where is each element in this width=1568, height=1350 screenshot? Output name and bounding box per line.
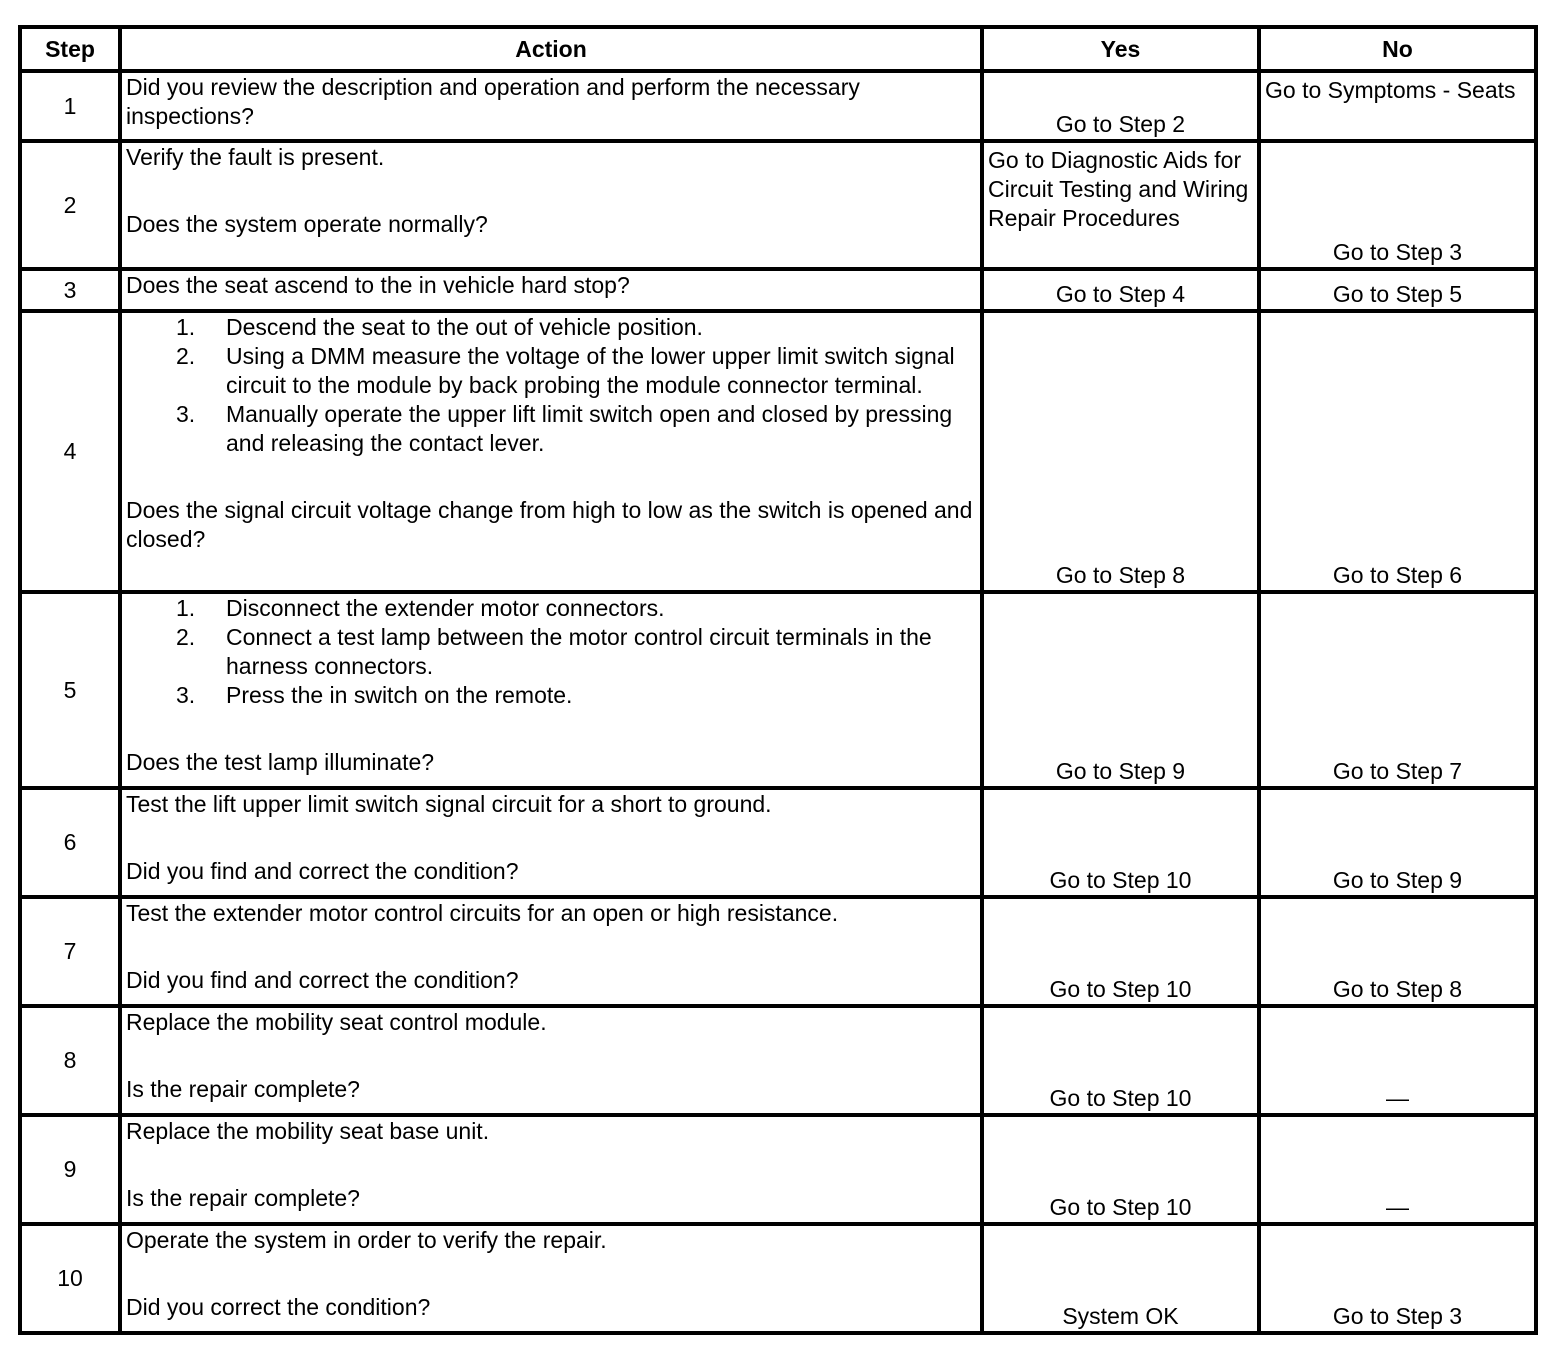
substep-item bbox=[126, 400, 976, 458]
yes-cell: Go to Step 8 bbox=[982, 311, 1259, 592]
substep-text: Descend the seat to the out of vehicle position. bbox=[226, 314, 703, 340]
yes-cell: Go to Step 4 bbox=[982, 269, 1259, 311]
no-cell: Go to Step 3 bbox=[1259, 1224, 1536, 1333]
no-cell: Go to Step 9 bbox=[1259, 788, 1536, 897]
step-number: 5 bbox=[20, 592, 120, 788]
step-number: 7 bbox=[20, 897, 120, 1006]
step-number: 9 bbox=[20, 1115, 120, 1224]
step-number: 3 bbox=[20, 269, 120, 311]
action-cell bbox=[120, 1224, 982, 1333]
diagnostic-table bbox=[18, 25, 1538, 1335]
action-text: Replace the mobility seat base unit. bbox=[126, 1118, 490, 1144]
substep-number: 3. bbox=[176, 682, 196, 708]
yes-cell: Go to Step 10 bbox=[982, 788, 1259, 897]
action-cell bbox=[120, 592, 982, 788]
yes-cell: Go to Diagnostic Aids for Circuit Testing and Wiring Repair Procedures bbox=[982, 141, 1259, 269]
substep-text: Manually operate the upper lift limit switch open and closed by pressing and releasing the contact lever. bbox=[226, 401, 953, 456]
action-cell bbox=[120, 897, 982, 1006]
table-row bbox=[20, 1115, 1536, 1224]
no-cell: — bbox=[1259, 1006, 1536, 1115]
substep-item bbox=[126, 681, 976, 710]
yes-cell: Go to Step 10 bbox=[982, 897, 1259, 1006]
substep-text: Press the in switch on the remote. bbox=[226, 682, 573, 708]
substep-text: Disconnect the extender motor connectors. bbox=[226, 595, 665, 621]
no-cell: Go to Step 5 bbox=[1259, 269, 1536, 311]
yes-cell: System OK bbox=[982, 1224, 1259, 1333]
no-cell: — bbox=[1259, 1115, 1536, 1224]
substep-text: Using a DMM measure the voltage of the lower upper limit switch signal circuit to the module by back probing the module connector terminal. bbox=[226, 343, 955, 398]
action-cell bbox=[120, 71, 982, 141]
substep-item bbox=[126, 623, 976, 681]
substep-list bbox=[126, 313, 976, 458]
substep-list bbox=[126, 594, 976, 710]
substep-number: 2. bbox=[176, 624, 196, 650]
table-row bbox=[20, 269, 1536, 311]
yes-cell: Go to Step 10 bbox=[982, 1115, 1259, 1224]
action-text: Did you review the description and operation and perform the necessary inspections? bbox=[126, 74, 860, 129]
action-cell bbox=[120, 269, 982, 311]
no-cell: Go to Step 3 bbox=[1259, 141, 1536, 269]
substep-text: Connect a test lamp between the motor control circuit terminals in the harness connectors. bbox=[226, 624, 932, 679]
action-question: Did you find and correct the condition? bbox=[126, 967, 519, 993]
no-cell: Go to Step 7 bbox=[1259, 592, 1536, 788]
substep-number: 3. bbox=[176, 401, 196, 427]
action-cell bbox=[120, 1115, 982, 1224]
action-text: Test the extender motor control circuits for an open or high resistance. bbox=[126, 900, 839, 926]
action-text: Replace the mobility seat control module. bbox=[126, 1009, 547, 1035]
action-question: Is the repair complete? bbox=[126, 1076, 360, 1102]
header-row bbox=[20, 27, 1536, 71]
action-text: Does the seat ascend to the in vehicle hard stop? bbox=[126, 272, 630, 298]
action-cell bbox=[120, 311, 982, 592]
substep-number: 2. bbox=[176, 343, 196, 369]
table-row bbox=[20, 1006, 1536, 1115]
table-row bbox=[20, 897, 1536, 1006]
action-text: Test the lift upper limit switch signal circuit for a short to ground. bbox=[126, 791, 772, 817]
header-step: Step bbox=[20, 27, 120, 71]
substep-item bbox=[126, 342, 976, 400]
action-text: Operate the system in order to verify the repair. bbox=[126, 1227, 607, 1253]
yes-cell: Go to Step 2 bbox=[982, 71, 1259, 141]
action-question: Does the signal circuit voltage change from high to low as the switch is opened and closed? bbox=[126, 497, 973, 552]
yes-cell: Go to Step 10 bbox=[982, 1006, 1259, 1115]
step-number: 10 bbox=[20, 1224, 120, 1333]
action-question: Did you find and correct the condition? bbox=[126, 858, 519, 884]
action-question: Does the system operate normally? bbox=[126, 211, 488, 237]
action-cell bbox=[120, 1006, 982, 1115]
step-number: 8 bbox=[20, 1006, 120, 1115]
action-question: Does the test lamp illuminate? bbox=[126, 749, 435, 775]
header-action: Action bbox=[120, 27, 982, 71]
action-cell bbox=[120, 141, 982, 269]
substep-item bbox=[126, 594, 976, 623]
substep-number: 1. bbox=[176, 595, 196, 621]
step-number: 4 bbox=[20, 311, 120, 592]
table-row bbox=[20, 71, 1536, 141]
table-row bbox=[20, 788, 1536, 897]
step-number: 6 bbox=[20, 788, 120, 897]
table-row bbox=[20, 592, 1536, 788]
yes-cell: Go to Step 9 bbox=[982, 592, 1259, 788]
step-number: 2 bbox=[20, 141, 120, 269]
header-no: No bbox=[1259, 27, 1536, 71]
step-number: 1 bbox=[20, 71, 120, 141]
table-row bbox=[20, 311, 1536, 592]
no-cell: Go to Step 8 bbox=[1259, 897, 1536, 1006]
table-row bbox=[20, 141, 1536, 269]
action-text: Verify the fault is present. bbox=[126, 144, 385, 170]
no-cell: Go to Symptoms - Seats bbox=[1259, 71, 1536, 141]
substep-item bbox=[126, 313, 976, 342]
action-cell bbox=[120, 788, 982, 897]
substep-number: 1. bbox=[176, 314, 196, 340]
action-question: Did you correct the condition? bbox=[126, 1294, 431, 1320]
table-row bbox=[20, 1224, 1536, 1333]
header-yes: Yes bbox=[982, 27, 1259, 71]
action-question: Is the repair complete? bbox=[126, 1185, 360, 1211]
no-cell: Go to Step 6 bbox=[1259, 311, 1536, 592]
